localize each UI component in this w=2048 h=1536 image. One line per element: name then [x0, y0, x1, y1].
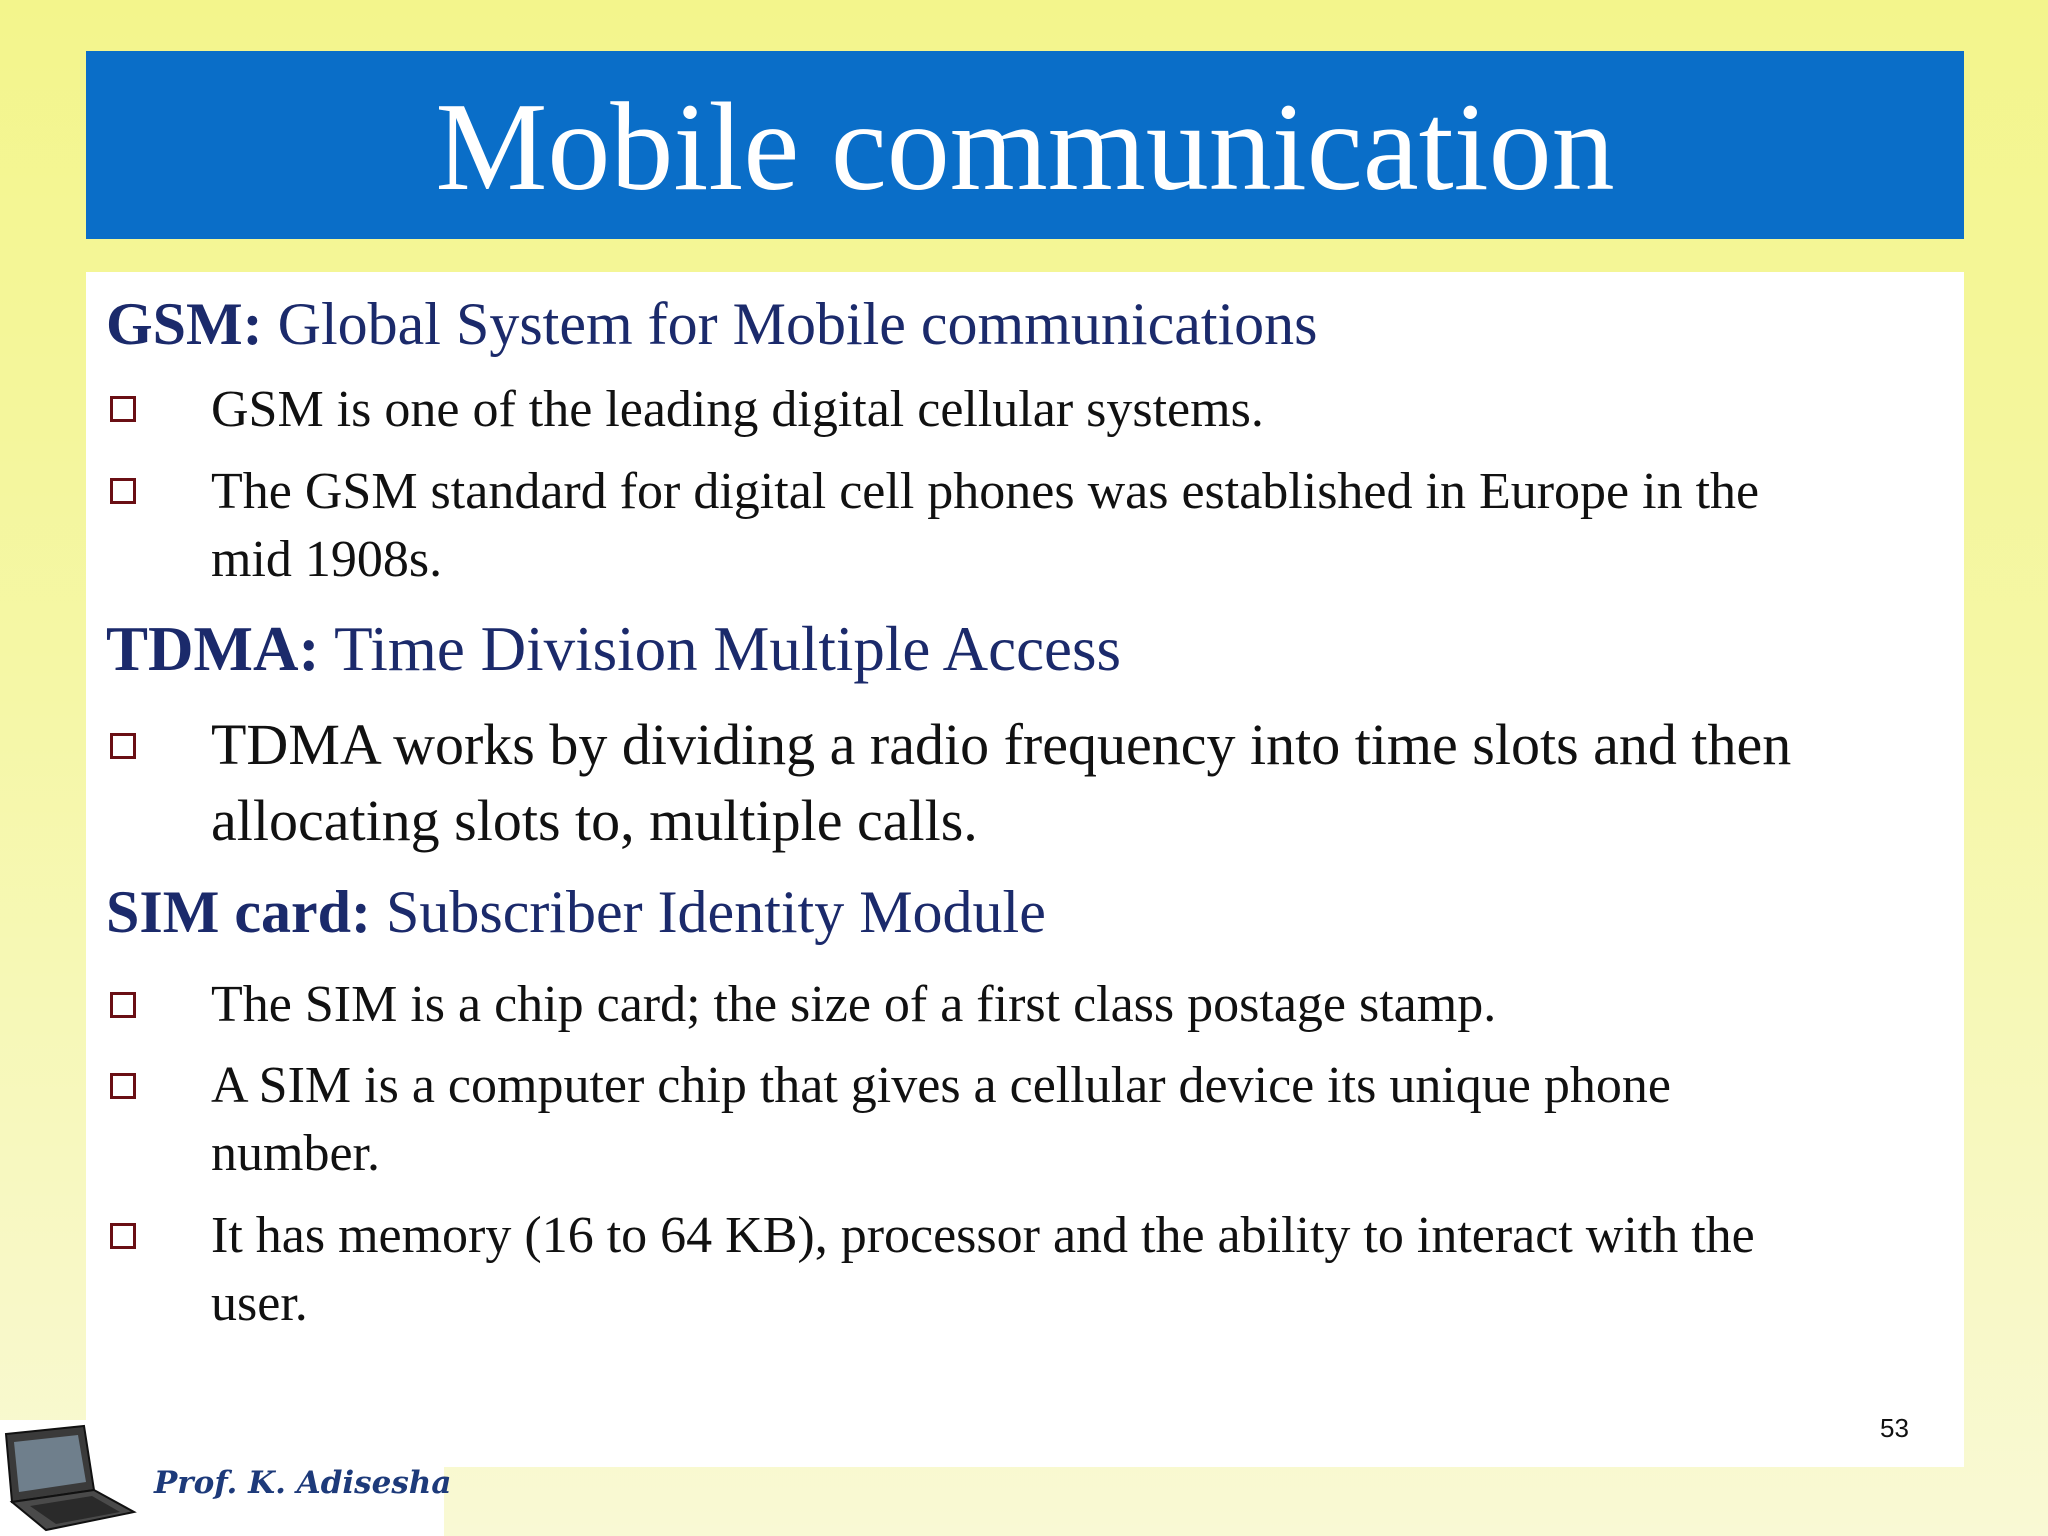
bullet-square-icon — [110, 1073, 136, 1099]
laptop-icon — [0, 1420, 140, 1536]
bullet-text-continuation: user. — [211, 1275, 308, 1332]
bullet-text: The SIM is a chip card; the size of a first class postage stamp. — [211, 976, 1497, 1033]
bullet-text-continuation: number. — [211, 1125, 380, 1182]
bullet-square-icon — [110, 396, 136, 422]
bullet-square-icon — [110, 1223, 136, 1249]
author-signature: Prof. K. Adisesha — [154, 1465, 452, 1501]
bullet-text: The GSM standard for digital cell phones was established in Europe in the — [211, 463, 1760, 520]
section-abbr: GSM: — [106, 291, 263, 357]
page-number: 53 — [1880, 1413, 1909, 1443]
title-bar — [86, 51, 1964, 239]
bullet-square-icon — [110, 478, 136, 504]
section-abbr: TDMA: — [106, 614, 320, 684]
slide-title: Mobile communication — [435, 78, 1615, 217]
bullet-text: GSM is one of the leading digital cellular systems. — [211, 381, 1264, 438]
section-expansion: Global System for Mobile communications — [277, 291, 1318, 357]
section-heading-gsm — [106, 291, 1318, 357]
content-panel — [86, 272, 1964, 1467]
bullet-square-icon — [110, 992, 136, 1018]
section-expansion: Time Division Multiple Access — [334, 614, 1122, 684]
bullet-square-icon — [110, 733, 136, 759]
bullet-text: A SIM is a computer chip that gives a cellular device its unique phone — [211, 1057, 1671, 1114]
section-heading-sim — [106, 879, 1046, 945]
bullet-text: TDMA works by dividing a radio frequency into time slots and then — [211, 712, 1792, 777]
bullet-text-continuation: mid 1908s. — [211, 531, 443, 588]
section-expansion: Subscriber Identity Module — [385, 879, 1046, 945]
section-abbr: SIM card: — [106, 879, 371, 945]
section-heading-tdma — [106, 614, 1122, 684]
bullet-text-continuation: allocating slots to, multiple calls. — [211, 788, 978, 853]
bullet-text: It has memory (16 to 64 KB), processor and the ability to interact with the — [211, 1207, 1755, 1264]
